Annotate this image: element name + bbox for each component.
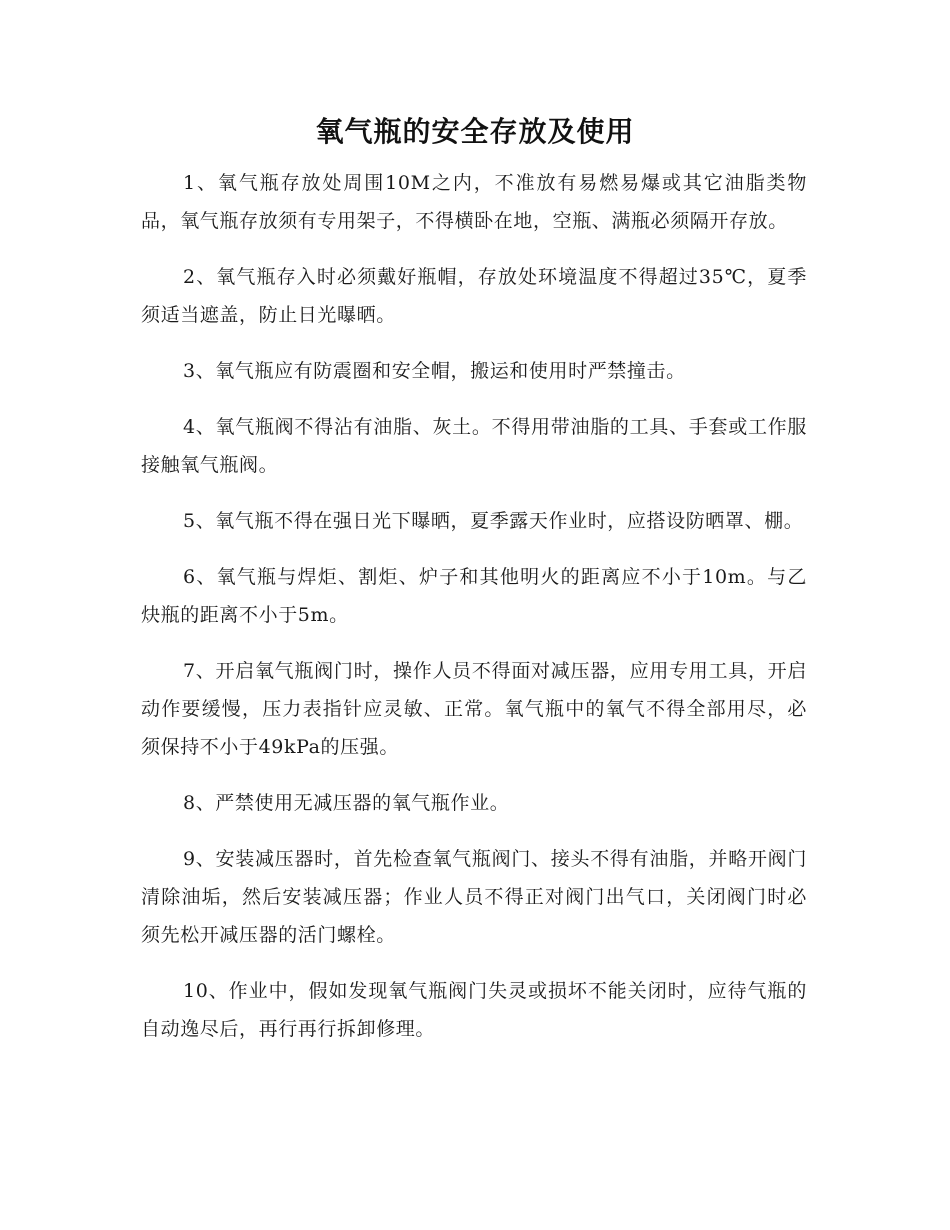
paragraph-8: 8、严禁使用无减压器的氧气瓶作业。: [183, 792, 510, 814]
document-title: 氧气瓶的安全存放及使用: [315, 115, 635, 148]
paragraph-6: 6、氧气瓶与焊炬、割炬、炉子和其他明火的距离应不小于10m。与乙炔瓶的距离不小于5m。: [141, 566, 807, 626]
document-body: [141, 164, 807, 1066]
paragraph-10: 10、作业中，假如发现氧气瓶阀门失灵或损坏不能关闭时，应待气瓶的自动逸尽后，再行再行拆卸修理。: [141, 980, 807, 1040]
paragraph-2: 2、氧气瓶存入时必须戴好瓶帽，存放处环境温度不得超过35℃，夏季须适当遮盖，防止日光曝晒。: [141, 266, 807, 326]
paragraph-1: 1、氧气瓶存放处周围10M之内，不准放有易燃易爆或其它油脂类物品，氧气瓶存放须有专用架子，不得横卧在地，空瓶、满瓶必须隔开存放。: [141, 172, 807, 232]
paragraph-4: 4、氧气瓶阀不得沾有油脂、灰土。不得用带油脂的工具、手套或工作服接触氧气瓶阀。: [141, 416, 807, 476]
paragraph-3: 3、氧气瓶应有防震圈和安全帽，搬运和使用时严禁撞击。: [183, 360, 686, 382]
paragraph-7: 7、开启氧气瓶阀门时，操作人员不得面对减压器，应用专用工具，开启动作要缓慢，压力表指针应灵敏、正常。氧气瓶中的氧气不得全部用尽，必须保持不小于49kPa的压强。: [141, 660, 807, 758]
paragraph-9: 9、安装减压器时，首先检查氧气瓶阀门、接头不得有油脂，并略开阀门清除油垢，然后安装减压器；作业人员不得正对阀门出气口，关闭阀门时必须先松开减压器的活门螺栓。: [141, 848, 807, 946]
paragraph-5: 5、氧气瓶不得在强日光下曝晒，夏季露天作业时，应搭设防晒罩、棚。: [183, 510, 804, 532]
